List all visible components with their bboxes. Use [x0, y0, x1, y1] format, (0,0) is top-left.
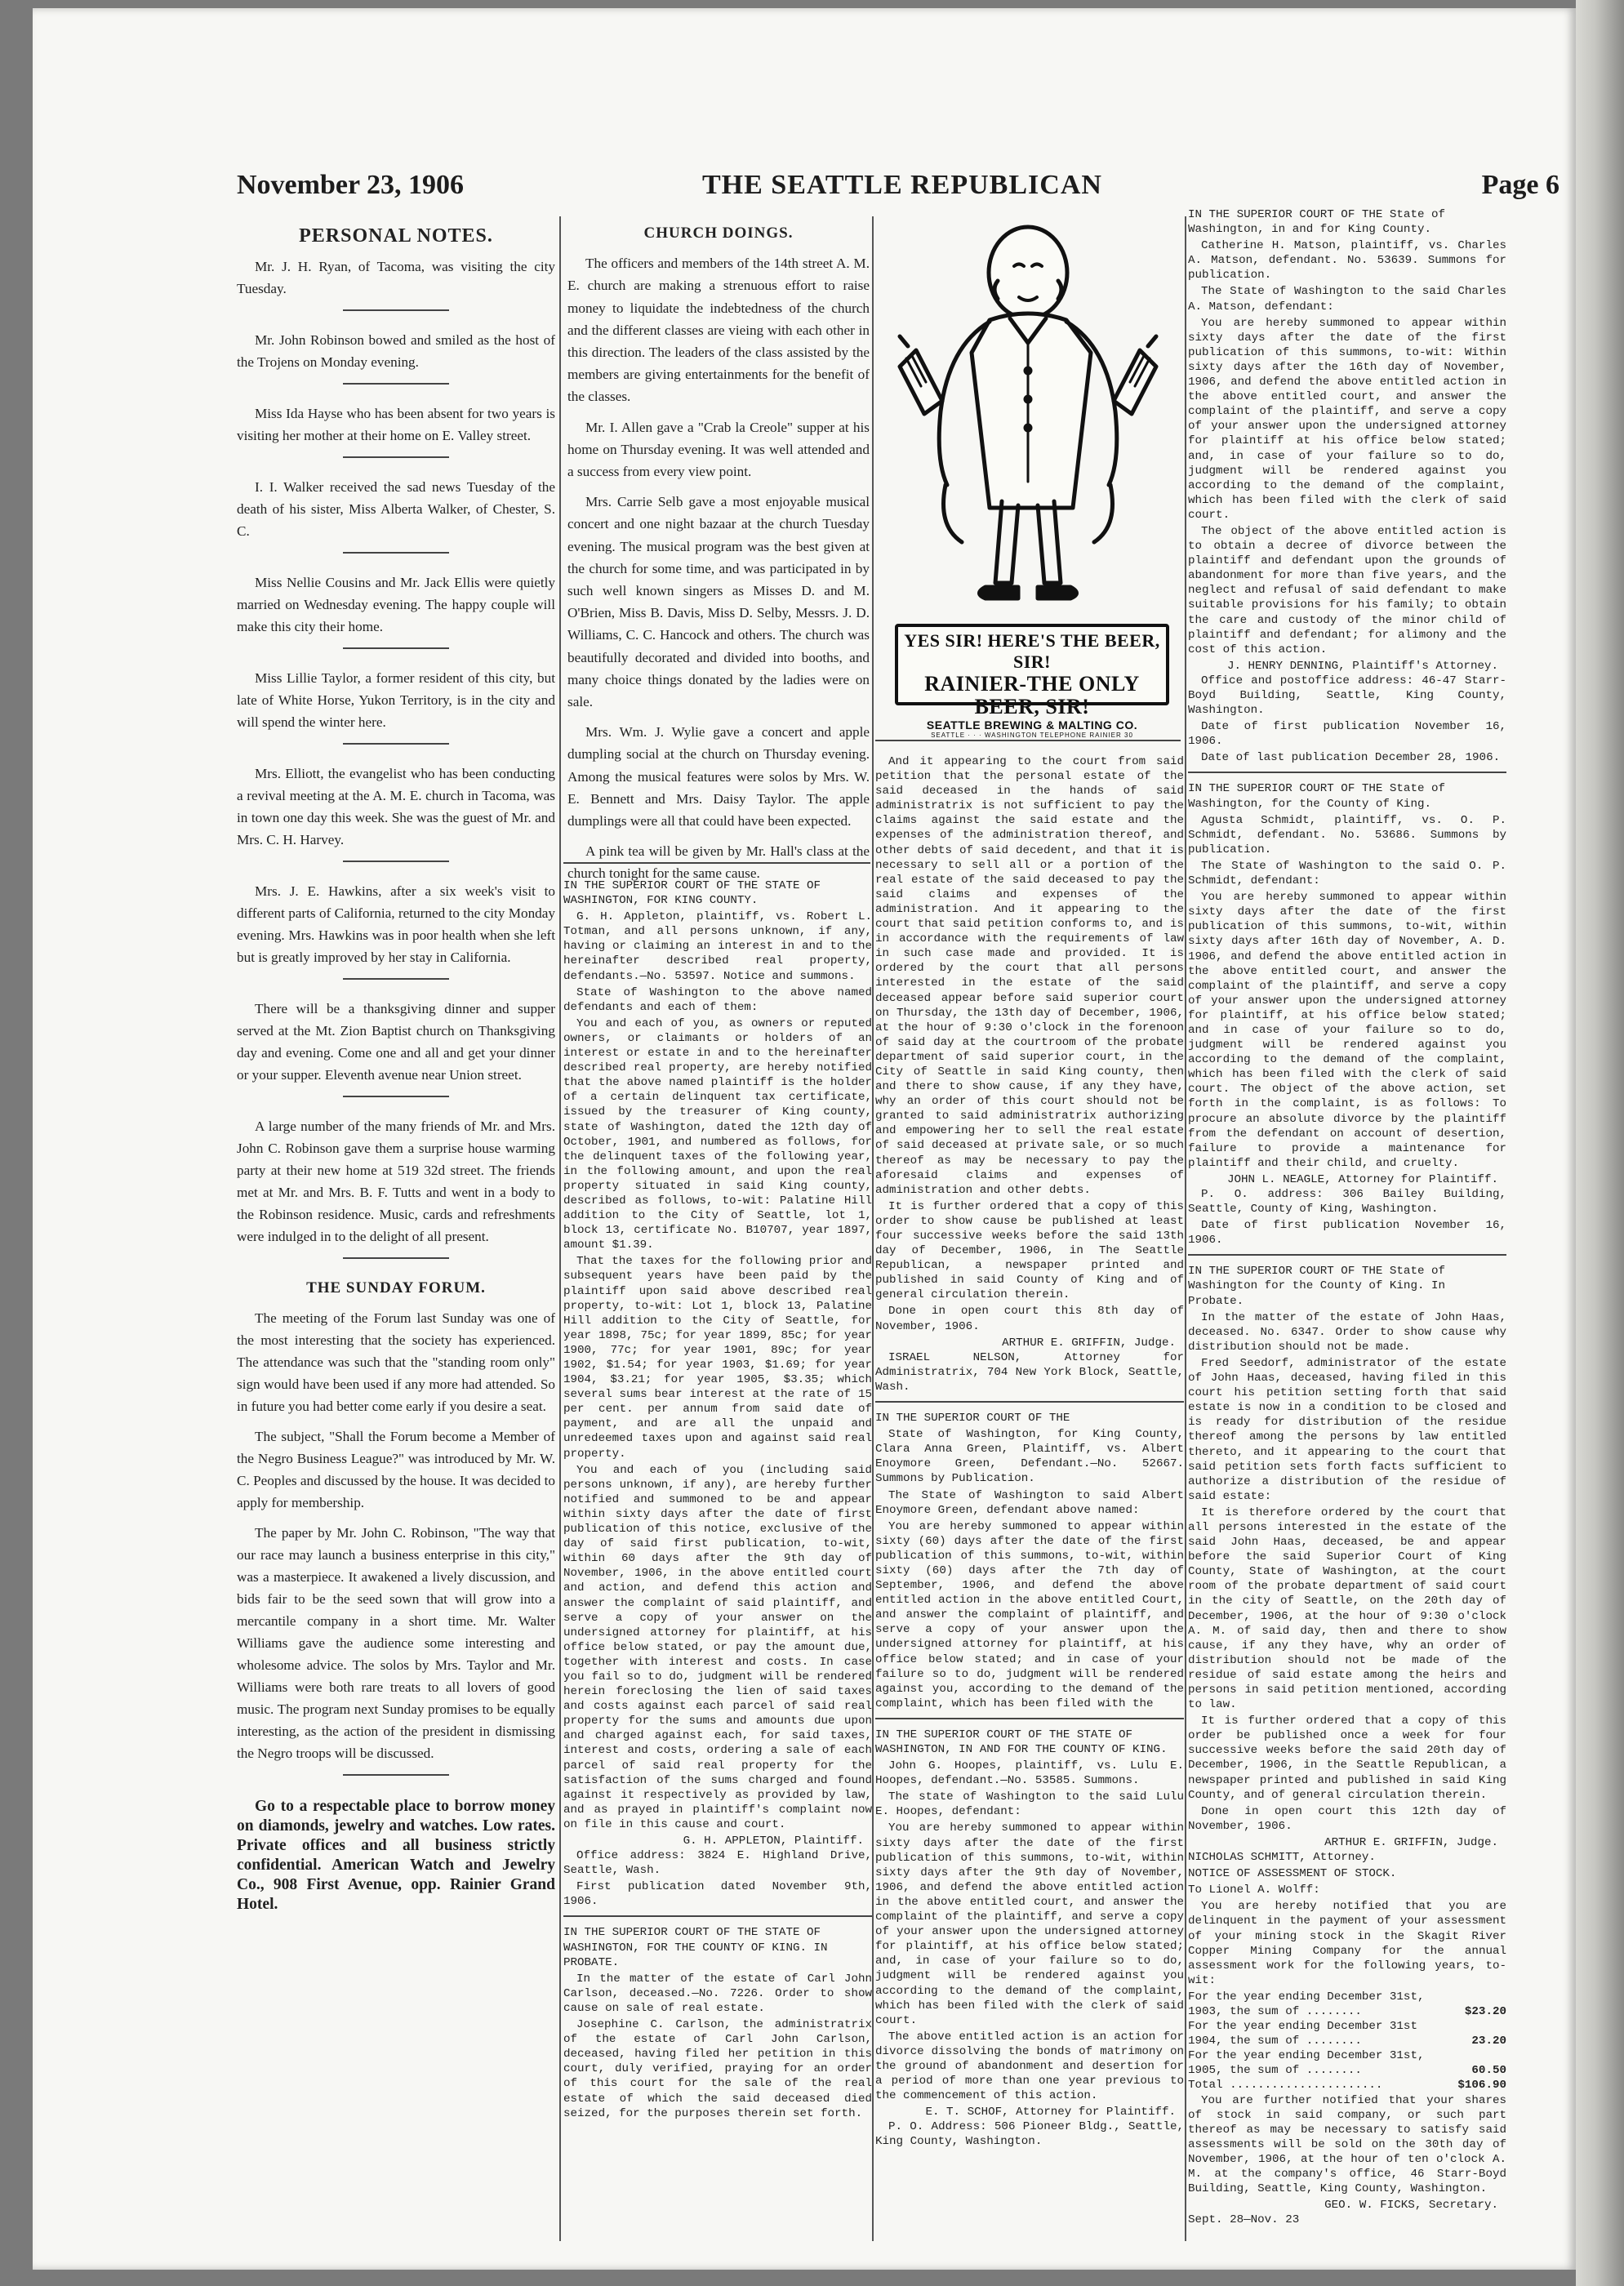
personal-note: Miss Lillie Taylor, a former resident of this city, but late of White Horse, Yukon Territory, is in the city and will spend the winter here. [237, 670, 555, 730]
newspaper-page [33, 8, 1576, 2270]
separator [343, 1774, 449, 1776]
watch-jewelry-ad: Go to a respectable place to borrow money on diamonds, jewelry and watches. Low rates. Private offices and all business strictly confidential. American Watch and Jewelry Co., 908 First Avenue, opp. Rainier Grand Hotel. [237, 1798, 555, 1913]
section-rule [875, 1401, 1184, 1403]
legal-heading: IN THE SUPERIOR COURT OF THE State of Washington for the County of King. In Probate. [1188, 1265, 1446, 1308]
legal-office: P. O. Address: 506 Pioneer Bldg., Seattle, King County, Washington. [875, 2120, 1184, 2149]
table-row [1188, 2019, 1506, 2048]
stock-notice-signature: GEO. W. FICKS, Secretary. [1324, 2199, 1498, 2213]
column-1 [237, 222, 555, 1953]
legal-publication: First publication dated November 9th, 1906. [563, 1880, 872, 1909]
legal-paragraph: Fred Seedorf, administrator of the estate of John Haas, deceased, having filed in this court his petition setting forth that said estate is now in a condition to be closed and is ready for distribution of the residue thereof among the persons by law entitled thereto, and it appearing to the court that said petition sets forth facts sufficient to authorize a distribution of the residue of said estate: [1188, 1356, 1506, 1503]
legal-paragraph: In the matter of the estate of John Haas, deceased. No. 6347. Order to show cause why distribution should not be made. [1188, 1310, 1506, 1354]
legal-paragraph: It is therefore ordered by the court that all persons interested in the estate of the said John Haas, deceased, be and appear before the said Superior Court of King County, State of Washington, at the court room of the probate department of said court in the city of Seattle, on the 20th day of December, 1906, at the hour of 9:30 o'clock A. M. of said day, then and there to show cause, if any they have, why an order of distribution should not be made of the residue of said estate among the heirs and persons in said petition mentioned, according to law. [1188, 1505, 1506, 1712]
legal-attorney: ISRAEL NELSON, Attorney for Administratrix, 704 New York Block, Seattle, Wash. [875, 1350, 1184, 1394]
legal-paragraph: The State of Washington to the said Charles A. Matson, defendant: [1188, 285, 1506, 314]
legal-paragraph: The State of Washington to said Albert Enoymore Green, defendant above named: [875, 1488, 1184, 1517]
legal-paragraph: You and each of you (including said persons unknown, if any), are hereby further notified and summoned to be and appear within sixty days after the date of first publication of this notice, exclusive of the day of said first publication, to-wit, within 60 days after the 9th day of November, 1906, in the above entitled court and action, and defend this action and answer the complaint of said plaintiff, and serve a copy of your answer on the undersigned attorney for plaintiff, at his office below stated, or pay the amount due, together with interest and costs. In case you fail so to do, judgment will be rendered herein foreclosing the lien of said taxes and costs against each parcel of said real property for the sums and amounts due upon and charged against each, for said taxes, interest and costs, ordering a sale of each parcel of said real property for the satisfaction of the sums charged and found against it respectively as provided by law, and as prayed in plaintiff's complaint now on file in this cause and court. [563, 1463, 872, 1831]
legal-signature: JOHN L. NEAGLE, Attorney for Plaintiff. [1226, 1172, 1498, 1186]
rainier-beer-ad [875, 216, 1181, 739]
separator [343, 743, 449, 745]
legal-publication: Date of last publication December 28, 1906. [1201, 751, 1501, 765]
column-3-legal [875, 754, 1184, 2237]
legal-paragraph: John G. Hoopes, plaintiff, vs. Lulu E. Hoopes, defendant.—No. 53585. Summons. [875, 1759, 1184, 1788]
legal-paragraph: State of Washington, for King County, Clara Anna Green, Plaintiff, vs. Albert Enoymore Green, Defendant.—No. 52667. Summons by Publication. [875, 1428, 1184, 1486]
legal-heading: IN THE SUPERIOR COURT OF THE STATE OF WASHINGTON, IN AND FOR THE COUNTY OF KING. [875, 1728, 1168, 1756]
section-rule [1188, 772, 1506, 773]
church-paragraph: Mrs. Carrie Selb gave a most enjoyable musical concert and one night bazaar at the church Tuesday evening. The musical program was the best given at the church for some time, and was participated in by such well known singers as Misses D. and M. O'Brien, Miss B. Davis, Miss D. Selby, Messrs. J. D. Williams, C. C. Hancock and others. The church was beautifully decorated and divided into booths, and many choice things donated by the ladies were on sale. [567, 494, 870, 710]
legal-paragraph: It is further ordered that a copy of this order to show cause be published at least four successive weeks before the said 13th day of December, 1906, in The Seattle Republican, a newspaper printed and published in said County of King and of general circulation therein. [875, 1199, 1184, 1302]
issue-date: November 23, 1906 [237, 170, 464, 200]
assessment-total: $106.90 [1457, 2079, 1506, 2093]
forum-paragraph: The paper by Mr. John C. Robinson, "The way that our race may launch a business enterprise in this city," was a masterpiece. It awakened a lively discussion, and bids fair to be the seed sown that will grow into a mercantile company in a short time. Mr. Walter Williams gave the audience some interesting and wholesome advice. The solos by Mrs. Taylor and Mr. Williams were both rare treats to all lovers of good music. The program next Sunday promises to be equally interesting, as the action of the president in dismissing the Negro troops will be discussed. [237, 1525, 555, 1761]
legal-paragraph: The above entitled action is an action for divorce dissolving the bonds of matrimony on the ground of abandonment and desertion for a period of more than one year previous to the commencement of this action. [875, 2030, 1184, 2103]
legal-paragraph: You and each of you, as owners or reputed owners, or claimants or holders of an interest or estate in and to the hereinafter described real property, are hereby notified that the above named plaintiff is the holder of a certain delinquent tax certificate, issued by the treasurer of King county, state of Washington, dated the 12th day of October, 1901, and numbered as follows, for the delinquent taxes of the following year, in the following amount, and upon the real property situated in said King county, described as follows, to-wit: Palatine Hill addition to the City of Seattle, lot 1, block 13, certificate No. B10707, year 1897, amount $1.39. [563, 1016, 872, 1252]
legal-office: Office and postoffice address: 46-47 Starr-Boyd Building, Seattle, King County, Washington. [1188, 674, 1506, 718]
separator [343, 1096, 449, 1097]
assessment-total-label: Total ...................... [1188, 2079, 1383, 2093]
column-2-news [567, 219, 870, 882]
legal-paragraph: Josephine C. Carlson, the administratrix of the estate of Carl John Carlson, deceased, having filed her petition in this court, duly verified, praying for an order of this court for the sale of the real estate of which the said deceased died seized, for the purposes therein set forth. [563, 2018, 872, 2120]
stock-notice-body: You are further notified that your shares of stock in said company, or such part thereof as may be necessary to satisfy said assessments will be sold on the 30th day of November, 1906, at the hour of ten o'clock A. M. at the company's office, 46 Starr-Boyd Building, Seattle, King County, Washington. [1188, 2093, 1506, 2196]
column-rule [1185, 216, 1186, 2241]
legal-heading: IN THE SUPERIOR COURT OF THE [875, 1412, 1070, 1425]
legal-paragraph: The object of the above entitled action is to obtain a decree of divorce between the plaintiff and defendant upon the grounds of abandonment for more than five years, and the neglect and refusal of said defendant to make suitable provisions for his family; to obtain the care and custody of the minor child of plaintiff and defendant; for alimony and the cost of this action. [1188, 524, 1506, 656]
legal-paragraph: Catherine H. Matson, plaintiff, vs. Charles A. Matson, defendant. No. 53639. Summons for publication. [1188, 239, 1506, 282]
legal-paragraph: It is further ordered that a copy of this order be published once a week for four successive weeks before the said 20th day of December, 1906, in the Seattle Republican, a newspaper printed and published in said King County, and of general circulation therein. [1188, 1714, 1506, 1802]
legal-signature: ARTHUR E. GRIFFIN, Judge. [1002, 1336, 1176, 1350]
assessment-amount: $23.20 [1464, 2004, 1506, 2018]
legal-paragraph: That the taxes for the following prior and subsequent years have been paid by the plaintiff upon said above described real property, to-wit: Lot 1, block 13, Palatine Hill addition to the City of Seattle, for year 1898, 75c; for year 1899, 85c; for year 1900, 77c; for year 1901, 89c; for year 1902, $1.54; for year 1903, $1.69; for year 1904, $3.21; for year 1905, $3.35; which several sums bear interest at the rate of 15 per cent. per annum from said date of payment, and are all the unpaid and unredeemed taxes upon and against said real property. [563, 1255, 872, 1461]
legal-signature: J. HENRY DENNING, Plaintiff's Attorney. [1226, 659, 1498, 673]
stock-notice-dates: Sept. 28—Nov. 23 [1188, 2213, 1300, 2227]
table-row [1188, 2078, 1506, 2093]
masthead: THE SEATTLE REPUBLICAN [702, 170, 1102, 200]
beer-ad-banner [895, 624, 1169, 739]
church-paragraph: The officers and members of the 14th street A. M. E. church are making a strenuous effort to raise money to liquidate the indebtedness of the church and the different classes are vieing with each other in this direction. The leaders of the class assisted by the members are giving entertainments for the benefit of the classes. [567, 256, 870, 405]
assessment-label: For the year ending December 31st, 1905, the sum of ........ [1188, 2049, 1425, 2078]
legal-paragraph: State of Washington to the above named defendants and each of them: [563, 985, 872, 1014]
stock-notice-heading: NOTICE OF ASSESSMENT OF STOCK. [1188, 1867, 1397, 1881]
personal-note: Miss Ida Hayse who has been absent for two years is visiting her mother at their home on E. Valley street. [237, 406, 555, 443]
legal-paragraph: You are hereby summoned to appear within sixty (60) days after the date of the first publication of this summons, to-wit, within sixty (60) days after the 7th day of September, 1906, and defend the above entitled action in the above entitled Court, and answer the complaint of plaintiff, and serve a copy of your answer upon the undersigned attorney for plaintiff, at his office below stated; and in case of your failure so to do, judgment will be rendered against you, according to the demand of the complaint, which has been filed with the [875, 1519, 1184, 1710]
legal-attorney: NICHOLAS SCHMITT, Attorney. [1188, 1851, 1376, 1865]
separator [343, 861, 449, 862]
forum-paragraph: The meeting of the Forum last Sunday was one of the most interesting that the society has experienced. The attendance was such that the "standing room only" sign would have been used if any more had attended. So in future you had better come early if you desire a seat. [237, 1310, 555, 1414]
forum-paragraph: The subject, "Shall the Forum become a Member of the Negro Business League?" was introduced by Mr. W. C. Peoples and discussed by the house. It was decided to apply for membership. [237, 1429, 555, 1510]
church-doings-heading: CHURCH DOINGS. [643, 225, 794, 242]
section-rule [875, 1718, 1184, 1719]
column-rule [559, 216, 561, 2241]
legal-office: P. O. address: 306 Bailey Building, Seattle, County of King, Washington. [1188, 1188, 1506, 1216]
legal-signature: ARTHUR E. GRIFFIN, Judge. [1324, 1835, 1498, 1849]
legal-heading: IN THE SUPERIOR COURT OF THE STATE OF WASHINGTON, FOR KING COUNTY. [563, 879, 821, 908]
table-row [1188, 1990, 1506, 2019]
personal-note: I. I. Walker received the sad news Tuesday of the death of his sister, Miss Alberta Walker, of Chester, S. C. [237, 479, 555, 539]
legal-heading: IN THE SUPERIOR COURT OF THE STATE OF WASHINGTON, FOR THE COUNTY OF KING. IN PROBATE. [563, 1926, 828, 1969]
legal-paragraph: The State of Washington to the said O. P. Schmidt, defendant: [1188, 859, 1506, 888]
personal-note: Miss Nellie Cousins and Mr. Jack Ellis were quietly married on Wednesday evening. The happy couple will make this city their home. [237, 575, 555, 634]
section-rule [563, 1915, 872, 1917]
beer-ad-line1: YES SIR! HERE'S THE BEER, SIR! [904, 630, 1160, 672]
personal-note: A large number of the many friends of Mr. and Mrs. John C. Robinson gave them a surprise house warming party at their new home at 519 32d street. The friends met at Mr. and Mrs. B. F. Tutts and went in a body to the Robinson residence. Music, cards and refreshments were indulged in to the delight of all present. [237, 1119, 555, 1244]
beer-ad-line2: RAINIER-THE ONLY BEER, SIR! [924, 672, 1140, 718]
separator [343, 552, 449, 554]
personal-note: Mrs. J. E. Hawkins, after a six week's visit to different parts of California, returned to the city Monday evening. Mrs. Hawkins was in poor health when she left but is greatly improved by her stay in California. [237, 883, 555, 965]
assessment-amount: 23.20 [1471, 2035, 1506, 2048]
stock-notice-to: To Lionel A. Wolff: [1188, 1884, 1320, 1897]
assessment-amount: 60.50 [1471, 2064, 1506, 2078]
beer-ad-line4: SEATTLE · · · WASHINGTON TELEPHONE RAINIER 30 [931, 732, 1133, 739]
section-rule [875, 740, 1181, 741]
page-number: Page 6 [1481, 170, 1559, 200]
legal-paragraph: Done in open court this 8th day of November, 1906. [875, 1305, 1184, 1333]
column-4-legal [1188, 207, 1506, 2237]
church-paragraph: Mrs. Wm. J. Wylie gave a concert and apple dumpling social at the church on Thursday evening. Among the musical features were solos by Mrs. W. E. Bennett and Mrs. Daisy Taylor. The apple dumplings were all that could have been expected. [567, 724, 870, 829]
legal-signature: G. H. APPLETON, Plaintiff. [683, 1835, 864, 1848]
legal-paragraph: In the matter of the estate of Carl John Carlson, deceased.—No. 7226. Order to show cause on sale of real estate. [563, 1972, 872, 2015]
assessment-label: For the year ending December 31st, 1903, the sum of ........ [1188, 1990, 1425, 2018]
legal-paragraph: G. H. Appleton, plaintiff, vs. Robert L. Totman, and all persons unknown, if any, having or claiming an interest in and to the hereinafter described real property, defendants.—No. 53597. Notice and summons. [563, 910, 872, 983]
sunday-forum-heading: THE SUNDAY FORUM. [306, 1279, 486, 1296]
legal-heading: IN THE SUPERIOR COURT OF THE State of Washington, for the County of King. [1188, 782, 1446, 811]
separator [343, 647, 449, 649]
legal-publication: Date of first publication November 16, 1906. [1188, 1219, 1506, 1248]
separator [343, 1257, 449, 1259]
personal-note: Mrs. Elliott, the evangelist who has been conducting a revival meeting at the A. M. E. church in Tacoma, was in town one day this week. She was the guest of Mr. and Mrs. C. H. Harvey. [237, 766, 555, 847]
table-row [1188, 2048, 1506, 2078]
church-paragraph: Mr. I. Allen gave a "Crab la Creole" supper at his home on Thursday evening. It was well attended and a success from every view point. [567, 419, 870, 480]
personal-note: Mr. John Robinson bowed and smiled as the host of the Trojens on Monday evening. [237, 332, 555, 370]
legal-publication: Date of first publication November 16, 1906. [1188, 720, 1506, 749]
assessment-table [1188, 1990, 1506, 2093]
stock-notice-intro: You are hereby notified that you are delinquent in the payment of your assessment of your mining stock in the Skagit River Copper Mining Company for the annual assessment work for the following years, to-wit: [1188, 1900, 1506, 1987]
personal-notes-heading: PERSONAL NOTES. [299, 225, 493, 247]
separator [343, 978, 449, 980]
beer-ad-line3: SEATTLE BREWING & MALTING CO. [926, 718, 1138, 732]
legal-paragraph: You are hereby summoned to appear within sixty days after the date of the first publication of this summons, to-wit: Within sixty days after the 16th day of November, 1906, and defend the above entitled action in the above entitled court, and answer the complaint of the plaintiff, and serve a copy of your answer upon the undersigned attorney for plaintiff at his office below stated; and, in case of your failure so to do, judgment will be rendered against you according to the demand of the complaint, which has been filed with the clerk of said court. [1188, 316, 1506, 522]
page-header [237, 170, 1559, 206]
personal-note: Mr. J. H. Ryan, of Tacoma, was visiting the city Tuesday. [237, 259, 555, 296]
waiter-illustration [875, 216, 1181, 624]
legal-signature: E. T. SCHOF, Attorney for Plaintiff. [925, 2106, 1176, 2119]
personal-note: There will be a thanksgiving dinner and supper served at the Mt. Zion Baptist church on Thanksgiving day and evening. Come one and all and get your dinner or your supper. Eleventh avenue near Union street. [237, 1001, 555, 1083]
legal-paragraph: You are hereby summoned to appear within sixty days after the date of the first publication of this summons, to-wit, within sixty days after 16th day of November, A. D. 1906, and defend the above entitled action in the above entitled court, and answer the complaint of the plaintiff, and serve a copy of your answer upon the undersigned attorney for plaintiff, at his office below stated; and in case of your failure so to do, judgment will be rendered against you according to the demand of the complaint, which has been filed with the clerk of said court. The object of the above action, set forth in the complaint, is as follows: To procure an absolute divorce by the plaintiff from the defendant on account of desertion, failure to provide a maintenance for plaintiff and their child, and cruelty. [1188, 891, 1506, 1170]
column-rule [872, 216, 874, 2241]
legal-paragraph: You are hereby summoned to appear within sixty days after the date of the first publication of this summons, to-wit, within sixty days after the 9th day of November, 1906, and defend the above entitled action in the above entitled court, and answer the complaint of the plaintiff, and serve a copy of your answer upon the undersigned attorney for plaintiff, at his office below stated; and, in case of your failure so to do, judgment will be rendered against you according to the demand of the complaint, which has been filed with the clerk of said court. [875, 1821, 1184, 2027]
separator [343, 309, 449, 311]
page-edge-shadow [1576, 0, 1624, 2286]
church-paragraph: A pink tea will be given by Mr. Hall's class at the church tonight for the same cause. [567, 843, 870, 882]
section-rule [1188, 1254, 1506, 1256]
section-rule [563, 862, 870, 864]
legal-paragraph: The state of Washington to the said Lulu E. Hoopes, defendant: [875, 1790, 1184, 1819]
legal-heading: IN THE SUPERIOR COURT OF THE State of Washington, in and for King County. [1188, 208, 1446, 237]
legal-paragraph: Agusta Schmidt, plaintiff, vs. O. P. Schmidt, defendant. No. 53686. Summons by publication. [1188, 813, 1506, 856]
column-2-legal [563, 878, 872, 2237]
assessment-label: For the year ending December 31st 1904, the sum of ........ [1188, 2020, 1417, 2048]
legal-office: Office address: 3824 E. Highland Drive, Seattle, Wash. [563, 1849, 872, 1878]
separator [343, 456, 449, 458]
legal-paragraph: And it appearing to the court from said petition that the personal estate of the said deceased in the hands of said administratrix is not sufficient to pay the claims against the said estate and the expenses of the administration thereof, and other debts of said decedent, and that it is necessary to sell all or a portion of the real estate of the said deceased to pay the said claims and expenses of the administration. And it appearing to the court that said petition conforms to, and is in accordance with the requirements of law in such case made and provided. It is ordered by the court that all persons interested in the estate of the said deceased appear before said superior court on Thursday, the 13th day of December, 1906, at the hour of 9:30 o'clock in the forenoon of said day at the courtroom of the probate department of said superior court, in the City of Seattle in said King county, then and there to show cause, if any they have, why an order of this court should not be granted to said administratrix authorizing and empowering her to sell the real estate of said deceased at private sale, or so much thereof as may be necessary to pay the aforesaid claims and expenses of administration and other debts. [875, 755, 1184, 1197]
legal-paragraph: Done in open court this 12th day of November, 1906. [1188, 1804, 1506, 1833]
separator [343, 383, 449, 385]
